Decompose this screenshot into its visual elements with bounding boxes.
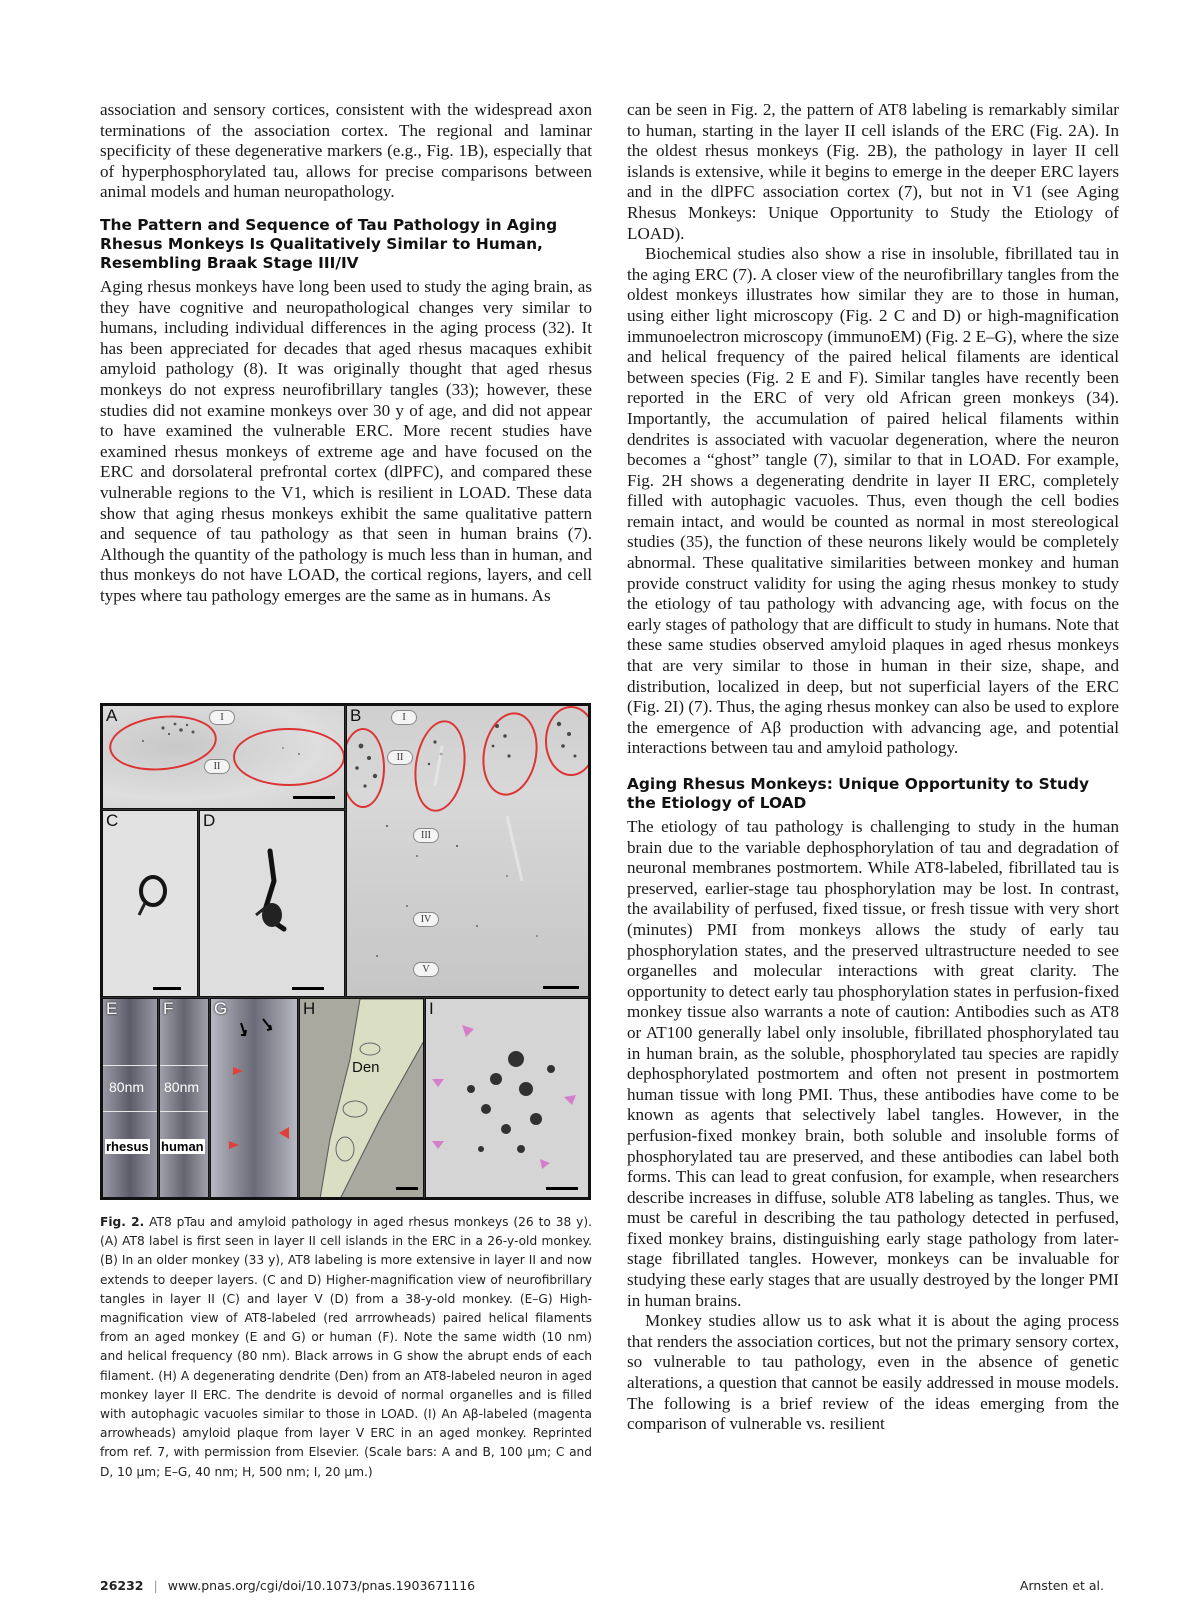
left-column	[100, 100, 592, 606]
dendrite-figure	[300, 999, 424, 1198]
red-arrowhead	[229, 1141, 239, 1149]
caption-label: Fig. 2.	[100, 1215, 145, 1229]
tangle-figure	[103, 811, 198, 997]
den-label: Den	[352, 1059, 380, 1076]
panel-label-e: E	[106, 999, 118, 1018]
layer-marker-iv: IV	[413, 912, 439, 927]
footer-left: 26232 | www.pnas.org/cgi/doi/10.1073/pnas.1903671116	[100, 1578, 476, 1593]
measure-label: 80nm	[109, 1079, 145, 1095]
body-paragraph: Aging rhesus monkeys have long been used to study the aging brain, as they have cognitive and neuropathological changes very similar to humans, including individual differences in the aging process (32). It has been appreciated for decades that aged rhesus macaques exhibit amyloid pathology (8). It was originally thought that aged rhesus monkeys do not express neurofibrillary tangles (33); however, these studies did not examine monkeys over 30 y of age, and did not appear to have examined the vulnerable ERC. More recent studies have examined rhesus monkeys of extreme age and have focused on the ERC and dorsolateral prefrontal cortex (dlPFC), and compared these vulnerable regions to the V1, which is resilient in LOAD. These data show that aging rhesus monkeys exhibit the same qualitative pattern and sequence of tau pathology as that seen in human brains (7). Although the quantity of the pathology is much less than in human, and thus monkeys do not have LOAD, the cortical regions, layers, and cell types where tau pathology emerges are the same as in humans. As	[100, 276, 592, 605]
panel-h	[299, 998, 424, 1198]
body-paragraph: association and sensory cortices, consistent with the widespread axon terminations of the association cortex. The regional and laminar specificity of these degenerative markers (e.g., Fig. 1B), especially that of hyperphosphorylated tau, allows for precise comparisons between animal models and human neuropathology.	[100, 100, 592, 202]
panel-g	[210, 998, 298, 1198]
filament-figure	[211, 999, 298, 1198]
panel-c	[102, 810, 198, 997]
species-label: human	[161, 1139, 204, 1154]
species-label: rhesus	[106, 1139, 149, 1154]
body-paragraph: Monkey studies allow us to ask what it is about the aging process that renders the association cortices, but not the primary sensory cortex, so vulnerable to tau pathology, even in the absence of genetic alterations, a question that cannot be easily addressed in mouse models. The following is a brief review of the ideas emerging from the comparison of vulnerable vs. resilient	[627, 1311, 1119, 1434]
panel-label-i: I	[429, 999, 434, 1018]
panel-b	[346, 705, 589, 997]
measure-line	[103, 1065, 157, 1066]
body-paragraph: The etiology of tau pathology is challenging to study in the human brain due to the variable dephosphorylation of tau and degradation of neuronal membranes postmortem. While AT8-labeled, fibrillated tau is preserved, earlier-stage tau phosphorylation may be lost. In contrast, the availability of perfused, fixed tissue, or fresh tissue with very short (minutes) PMI from monkeys allows the study of early tau phosphorylation states, and the preserved ultrastructure needed to see organelles and molecular interactions with great clarity. The opportunity to detect early tau phosphorylation states in perfusion-fixed monkey tissue also warrants a note of caution: Antibodies such as AT8 or AT100 generally label only insoluble, fibrillated phosphorylated tau in human brain, as the soluble, phosphorylated tau species are rapidly dephosphorylated postmortem and often not present in postmortem human tissue with long PMI. Thus, these antibodies have come to be known as agents that selectively label tangles. However, in the perfusion-fixed monkey brain, both soluble and insoluble forms of phosphorylated tau are preserved, and these antibodies can label both forms. This can lead to great confusion, for example, when researchers describe increases in diffuse, soluble AT8 labeling as tangles. Thus, we must be careful in describing the tau pathology detected in perfused, fixed monkey brains, distinguishing early stage pathology from later-stage fibrillated tangles. However, monkeys can be invaluable for studying these early stages that are usually destroyed by the longer PMI in human brains.	[627, 817, 1119, 1310]
layer-marker-iii: III	[413, 828, 439, 843]
panel-label-a: A	[106, 706, 118, 725]
scale-bar	[543, 986, 579, 989]
scale-bar	[546, 1187, 578, 1190]
red-arrowhead	[233, 1067, 243, 1075]
scale-bar	[293, 796, 335, 799]
scale-bar	[153, 987, 181, 990]
section-heading: Aging Rhesus Monkeys: Unique Opportunity to Study the Etiology of LOAD	[627, 775, 1090, 812]
right-column	[627, 100, 1119, 1435]
tangle-figure	[200, 811, 345, 997]
panel-label-f: F	[163, 999, 174, 1018]
panel-f	[159, 998, 209, 1198]
layer-marker-i: I	[209, 710, 235, 725]
panel-label-h: H	[303, 999, 316, 1018]
body-paragraph: Biochemical studies also show a rise in insoluble, fibrillated tau in the aging ERC (7). A closer view of the neurofibrillary tangles from the oldest monkeys illustrates how similar they are to those in human, using either light microscopy (Fig. 2 C and D) or high-magnification immunoelectron microscopy (immunoEM) (Fig. 2 E–G), where the size and helical frequency of the paired helical filaments are identical between species (Fig. 2 E and F). Similar tangles have recently been reported in the ERC of very old African green monkeys (34). Importantly, the accumulation of paired helical filaments within dendrites is associated with vacuolar degeneration, where the neuron becomes a “ghost” tangle (7), similar to that in LOAD. For example, Fig. 2H shows a degenerating dendrite in layer II ERC, completely filled with autophagic vacuoles. Thus, even though the cell bodies remain intact, and would be counted as normal in most stereological studies (35), the function of these neurons likely would be completely abnormal. These qualitative similarities between monkey and human provide construct validity for using the aging rhesus monkey to study the etiology of tau pathology with advancing age, with focus on the early stages of pathology that are difficult to study in humans. Note that these same studies observed amyloid plaques in aged rhesus monkeys that are very similar to those in human in their size, shape, and distribution, localized in deep, but not superficial layers of the ERC (Fig. 2I) (7). Thus, the aging rhesus monkey can also be used to explore the emergence of Aβ production with advancing age, and potential interactions between tau and amyloid pathology.	[627, 244, 1119, 758]
page-number: 26232	[100, 1578, 144, 1593]
red-arrowhead	[279, 1127, 289, 1139]
figure-caption	[100, 1213, 592, 1482]
section-heading: The Pattern and Sequence of Tau Pathology in Aging Rhesus Monkeys Is Qualitatively Similar to Human, Resembling Braak Stage III/IV	[100, 215, 558, 272]
doi-link[interactable]: www.pnas.org/cgi/doi/10.1073/pnas.1903671116	[167, 1578, 476, 1593]
panel-label-c: C	[106, 811, 119, 830]
measure-line	[160, 1111, 208, 1112]
scale-bar	[292, 987, 324, 990]
layer-marker-i: I	[391, 710, 417, 725]
panel-label-g: G	[214, 999, 228, 1018]
panel-i	[425, 998, 589, 1198]
footer-authors: Arnsten et al.	[1019, 1578, 1104, 1593]
cell-island-outline	[233, 728, 345, 786]
measure-line	[160, 1065, 208, 1066]
panel-label-b: B	[350, 706, 362, 725]
layer-marker-ii: II	[387, 750, 413, 765]
scale-bar	[396, 1187, 418, 1190]
measure-line	[103, 1111, 157, 1112]
cell-island-outline	[545, 706, 589, 776]
panel-d	[199, 810, 345, 997]
measure-label: 80nm	[164, 1079, 200, 1095]
panel-label-d: D	[203, 811, 216, 830]
plaque-figure	[426, 999, 589, 1198]
figure-2	[100, 703, 591, 1200]
caption-text: AT8 pTau and amyloid pathology in aged rhesus monkeys (26 to 38 y). (A) AT8 label is first seen in layer II cell islands in the ERC in a 26-y-old monkey. (B) In an older monkey (33 y), AT8 labeling is more extensive in layer II and now extends to deeper layers. (C and D) Higher-magnification view of neurofibrillary tangles in layer II (C) and layer V (D) from a 38-y-old monkey. (E–G) High-magnification view of AT8-labeled (red arrrowheads) paired helical filaments from an aged monkey (E and G) or human (F). Note the same width (10 nm) and helical frequency (80 nm). Black arrows in G show the abrupt ends of each filament. (H) A degenerating dendrite (Den) from an AT8-labeled neuron in aged monkey layer II ERC. The dendrite is devoid of normal organelles and is filled with autophagic vacuoles similar to those in LOAD. (I) An Aβ-labeled (magenta arrowheads) amyloid plaque from layer V ERC in an aged monkey. Reprinted from ref. 7, with permission from Elsevier. (Scale bars: A and B, 100 μm; C and D, 10 μm; E–G, 40 nm; H, 500 nm; I, 20 μm.)	[100, 1215, 592, 1479]
panel-e	[102, 998, 158, 1198]
panel-a	[102, 705, 345, 809]
body-paragraph: can be seen in Fig. 2, the pattern of AT8 labeling is remarkably similar to human, starting in the layer II cell islands of the ERC (Fig. 2A). In the oldest rhesus monkeys (Fig. 2B), the pathology in layer II cell islands is extensive, while it begins to emerge in the deeper ERC layers and in the dlPFC association cortex (7), but not in V1 (see Aging Rhesus Monkeys: Unique Opportunity to Study the Etiology of LOAD).	[627, 100, 1119, 243]
layer-marker-ii: II	[204, 759, 230, 774]
layer-marker-v: V	[413, 962, 439, 977]
